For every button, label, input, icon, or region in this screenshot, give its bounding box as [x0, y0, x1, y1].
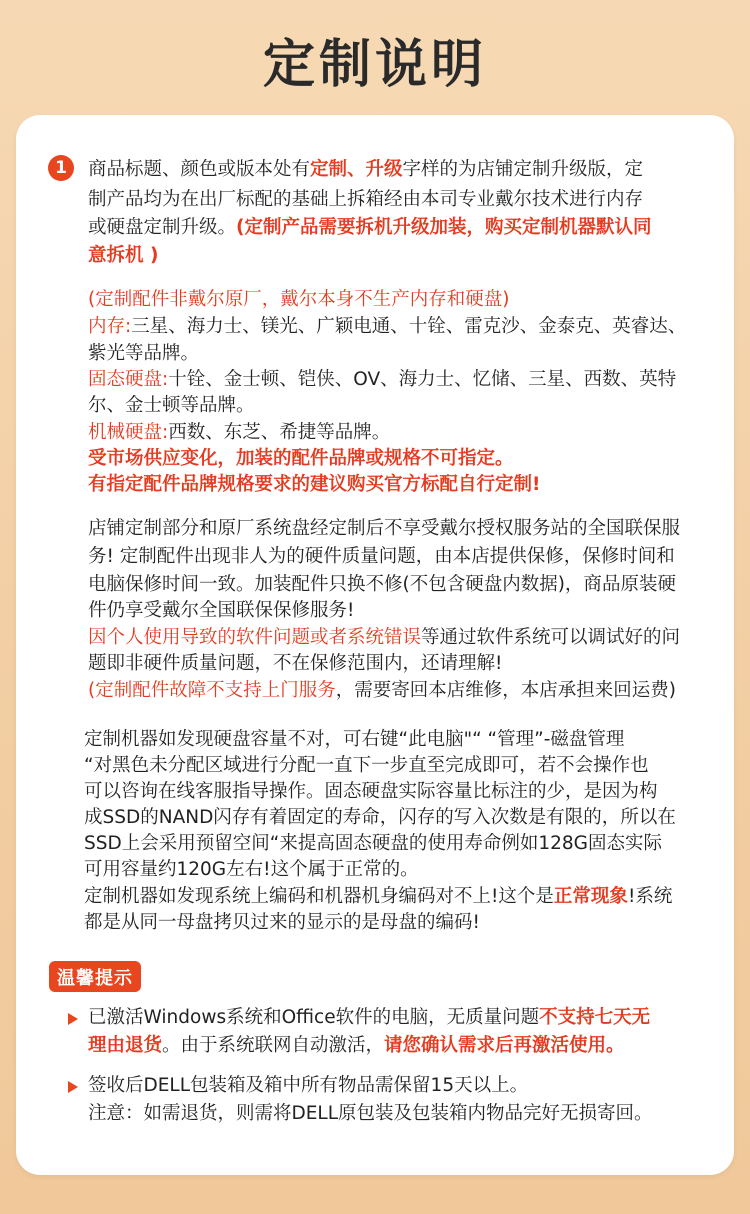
text-span: 三星、海力士、镁光、广颖电通、十铨、雷克沙、金泰克、英睿达、 [131, 316, 687, 337]
ssd-brands [88, 367, 676, 393]
number-badge: 1 [48, 155, 74, 181]
paragraph-line: “对黑色未分配区域进行分配一直下一步直至完成即可，若不会操作也 [84, 755, 649, 776]
hdd-brands [88, 420, 390, 446]
tip-item-line: 注意：如需退货，则需将DELL原包装及包装箱内物品完好无损寄回。 [88, 1103, 653, 1124]
paragraph-line: 意拆机 ) [88, 245, 159, 266]
highlight-text: 正常现象 [553, 886, 628, 907]
paragraph-line: 尔、金士顿等品牌。 [88, 395, 255, 416]
highlight-text: (定制配件故障不支持上门服务 [88, 680, 336, 701]
highlight-text: 请您确认需求后再激活使用。 [384, 1035, 625, 1056]
text-span: 。由于系统联网自动激活， [162, 1035, 385, 1056]
paragraph-line: 题即非硬件质量问题，不在保修范围内，还请理解! [88, 653, 503, 674]
paragraph-line: 成SSD的NAND闪存有着固定的寿命，闪存的写入次数是有限的，所以在 [84, 807, 676, 828]
tip-item-line [88, 1033, 625, 1059]
text-span: 已激活Windows系统和Office软件的电脑，无质量问题 [88, 1007, 540, 1028]
triangle-bullet-icon [68, 1081, 78, 1093]
tip-item-line [88, 1005, 650, 1031]
brand-not-specified-note: 受市场供应变化，加装的配件品牌或规格不可指定。 [88, 448, 514, 469]
paragraph-line: 制产品均为在出厂标配的基础上拆箱经由本司专业戴尔技术进行内存 [88, 189, 644, 210]
text-span: 十铨、金士顿、铠侠、OV、海力士、忆储、三星、西数、英特 [168, 369, 677, 390]
paragraph-line: SSD上会采用预留空间“来提高固态硬盘的使用寿命例如128G固态实际 [84, 833, 662, 854]
paragraph-line: 务! 定制配件出现非人为的硬件质量问题，由本店提供保修，保修时间和 [88, 546, 675, 567]
parts-note: (定制配件非戴尔原厂，戴尔本身不生产内存和硬盘) [88, 289, 510, 310]
label-memory: 内存: [88, 316, 132, 337]
paragraph-line [88, 625, 680, 651]
text-span: ，需要寄回本店维修，本店承担来回运费) [335, 680, 676, 701]
text-span: 或硬盘定制升级。 [88, 217, 237, 238]
tip-item-line: 签收后DELL包装箱及箱中所有物品需保留15天以上。 [88, 1075, 529, 1096]
highlight-text: 理由退货 [88, 1035, 163, 1056]
paragraph-line: 店铺定制部分和原厂系统盘经定制后不享受戴尔授权服务站的全国联保服 [88, 518, 681, 539]
highlight-text: 定制、升级 [310, 159, 403, 180]
text-span: 定制机器如发现系统上编码和机器机身编码对不上!这个是 [84, 886, 554, 907]
paragraph-line [88, 157, 643, 183]
paragraph-line: 可用容量约120G左右!这个属于正常的。 [84, 859, 419, 880]
paragraph-line [84, 884, 672, 910]
triangle-bullet-icon [68, 1013, 78, 1025]
brand-requirement-note: 有指定配件品牌规格要求的建议购买官方标配自行定制! [88, 474, 541, 495]
text-span: !系统 [627, 886, 673, 907]
highlight-text: (定制产品需要拆机升级加装，购买定制机器默认同 [236, 217, 652, 238]
text-span: 等通过软件系统可以调试好的问 [421, 627, 681, 648]
paragraph-line: 定制机器如发现硬盘容量不对，可右键“此电脑"“ “管理”-磁盘管理 [84, 729, 625, 750]
text-span: 商品标题、颜色或版本处有 [88, 159, 311, 180]
text-span: 字样的为店铺定制升级版，定 [402, 159, 644, 180]
label-ssd: 固态硬盘: [88, 369, 169, 390]
memory-brands [88, 314, 686, 340]
label-hdd: 机械硬盘: [88, 422, 169, 443]
paragraph-line: 电脑保修时间一致。加装配件只换不修(不包含硬盘内数据)，商品原装硬 [88, 574, 676, 595]
paragraph-line [88, 678, 676, 704]
text-span: 西数、东芝、希捷等品牌。 [168, 422, 391, 443]
warm-tips-badge: 温馨提示 [49, 961, 141, 992]
paragraph-line: 紫光等品牌。 [88, 343, 200, 364]
paragraph-line: 都是从同一母盘拷贝过来的显示的是母盘的编码! [84, 912, 480, 933]
highlight-text: 不支持七天无 [539, 1007, 651, 1028]
paragraph-line: 可以咨询在线客服指导操作。固态硬盘实际容量比标注的少，是因为构 [84, 781, 658, 802]
page-title: 定制说明 [262, 35, 487, 95]
paragraph-line [88, 215, 651, 241]
paragraph-line: 件仍享受戴尔全国联保保修服务! [88, 600, 355, 621]
content-card [16, 115, 734, 1175]
highlight-text: 因个人使用导致的软件问题或者系统错误 [88, 627, 422, 648]
